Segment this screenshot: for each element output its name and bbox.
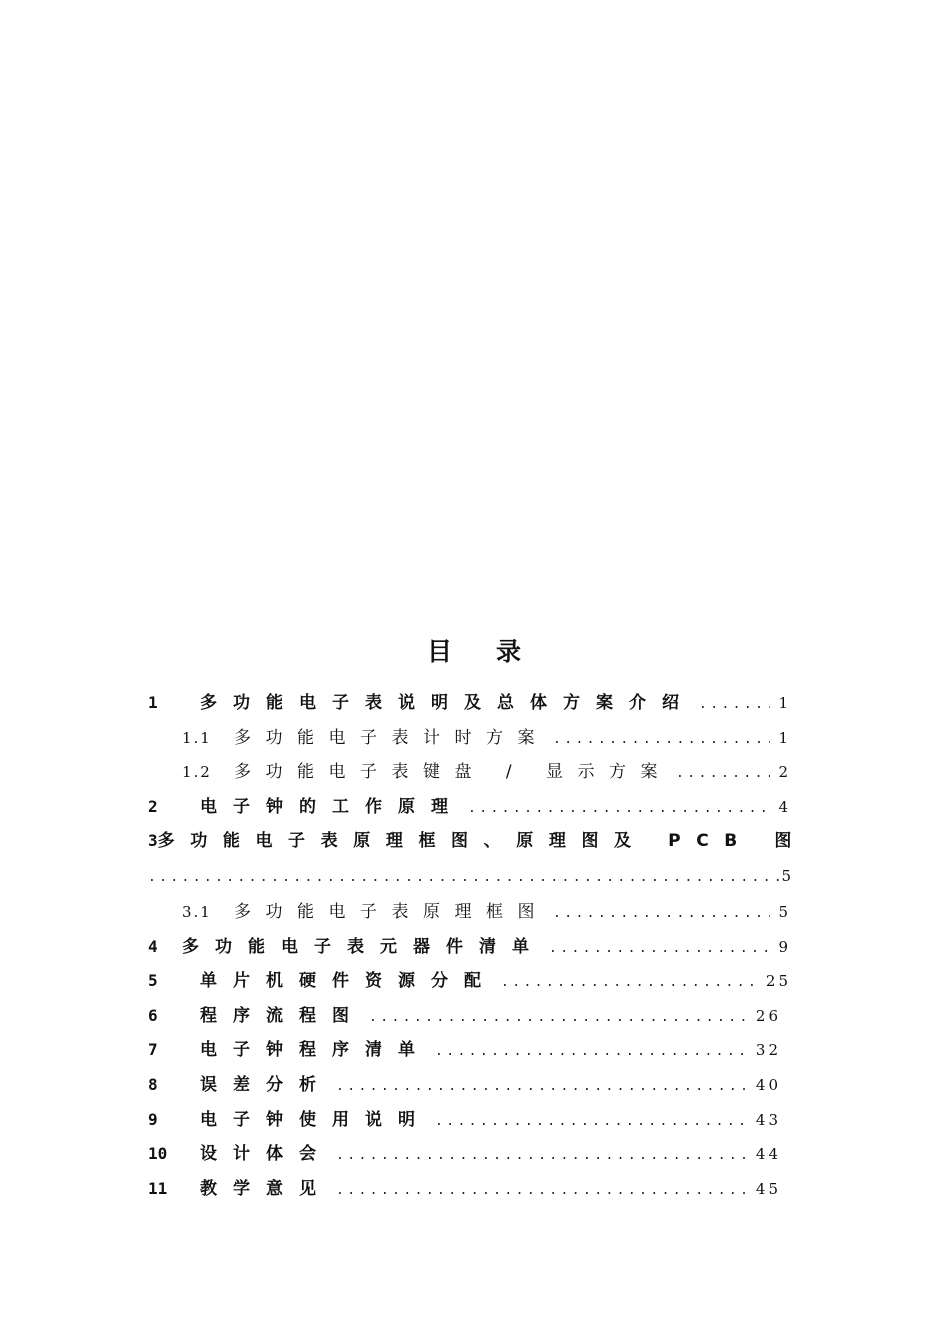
toc-leader-dots [676, 757, 770, 792]
toc-entry-number: 10 [148, 1144, 168, 1164]
toc-entry-page: 4 [778, 797, 791, 816]
toc-entry-number: 1 [148, 693, 158, 712]
toc-entry-page: 32 [755, 1041, 781, 1060]
toc-entry-number: 5 [148, 971, 158, 991]
toc-entry-1-2[interactable] [148, 755, 791, 790]
toc-entry-title: 教学意见 [200, 1178, 332, 1199]
toc-entry-3-continuation[interactable] [148, 859, 791, 895]
toc-entry-3-1[interactable] [148, 895, 791, 930]
toc-entry-title: 电子钟的工作原理 [200, 796, 464, 817]
toc-entry-1[interactable] [148, 686, 791, 721]
toc-entry-title: 单片机硬件资源分配 [200, 971, 497, 992]
toc-entry-number: 8 [148, 1074, 158, 1094]
toc-entry-4[interactable] [148, 930, 791, 965]
toc-entry-11[interactable] [148, 1172, 791, 1207]
toc-leader-dots [553, 723, 770, 758]
toc-entry-page: 1 [778, 728, 791, 747]
toc-leader-dots [468, 792, 770, 827]
toc-entry-title: 多功能电子表说明及总体方案介绍 [200, 693, 695, 713]
toc-entry-title: 多功能电子表计时方案 [234, 727, 549, 748]
toc-entry-10[interactable] [148, 1137, 791, 1172]
toc-entry-title: 误差分析 [200, 1074, 332, 1095]
toc-entry-title: 设计体会 [200, 1144, 332, 1165]
toc-entry-number: 1.2 [182, 763, 212, 782]
toc-entry-page: 2 [778, 763, 791, 782]
toc-entry-page: 5 [781, 866, 791, 885]
toc-leader-dots [435, 1035, 748, 1070]
toc-entry-number: 2 [148, 796, 158, 816]
toc-entry-6[interactable] [148, 999, 791, 1034]
toc-entry-page: 43 [755, 1110, 781, 1129]
toc-entry-title: 多功能电子表元器件清单 [182, 936, 545, 957]
toc-entry-9[interactable] [148, 1103, 791, 1138]
title-char-1: 目 [426, 637, 454, 666]
toc-entry-1-1[interactable] [148, 721, 791, 756]
toc-leader-dots [369, 1001, 748, 1036]
toc-leader-dots [501, 966, 758, 1001]
toc-entry-number: 7 [148, 1040, 158, 1060]
toc-entry-number: 3 [148, 831, 158, 851]
toc-entry-page: 40 [755, 1075, 781, 1094]
toc-entry-title: 电子钟程序清单 [200, 1040, 431, 1061]
toc-entry-number: 1.1 [182, 728, 212, 747]
toc-leader-dots [336, 1174, 748, 1209]
toc-entry-title: 多功能电子表原理框图 [234, 901, 549, 922]
toc-entry-number: 6 [148, 1005, 158, 1025]
toc-leader-dots [435, 1105, 748, 1140]
toc-entry-3[interactable] [148, 824, 807, 859]
toc-entry-title: 电子钟使用说明 [200, 1109, 431, 1130]
toc-leader-dots [148, 861, 781, 896]
toc-entry-number: 4 [148, 936, 158, 956]
toc-entry-number: 11 [148, 1178, 168, 1198]
toc-entry-2[interactable] [148, 790, 791, 825]
toc-entry-8[interactable] [148, 1068, 791, 1103]
toc-entry-title: 多功能电子表原理框图、原理图及 PCB 图 [157, 831, 807, 852]
toc-entry-page: 1 [778, 694, 791, 712]
toc-entry-page: 5 [778, 902, 791, 921]
page-title [0, 634, 950, 670]
toc-entry-number: 9 [148, 1109, 158, 1129]
toc-leader-dots [699, 688, 770, 723]
toc-entry-page: 44 [755, 1145, 781, 1164]
toc-entry-number: 3.1 [182, 902, 212, 921]
toc-entry-7[interactable] [148, 1033, 791, 1068]
title-char-2: 录 [496, 637, 524, 666]
toc-entry-page: 25 [765, 972, 791, 991]
table-of-contents [148, 686, 807, 1206]
toc-leader-dots [336, 1070, 748, 1105]
toc-entry-title: 多功能电子表键盘 / 显示方案 [234, 762, 673, 783]
toc-leader-dots [549, 932, 770, 967]
toc-entry-5[interactable] [148, 964, 791, 999]
toc-entry-page: 26 [755, 1006, 781, 1025]
toc-entry-page: 45 [755, 1179, 781, 1198]
toc-entry-page: 9 [778, 937, 791, 956]
toc-leader-dots [336, 1139, 748, 1174]
toc-entry-title: 程序流程图 [200, 1005, 365, 1026]
toc-leader-dots [553, 897, 770, 932]
